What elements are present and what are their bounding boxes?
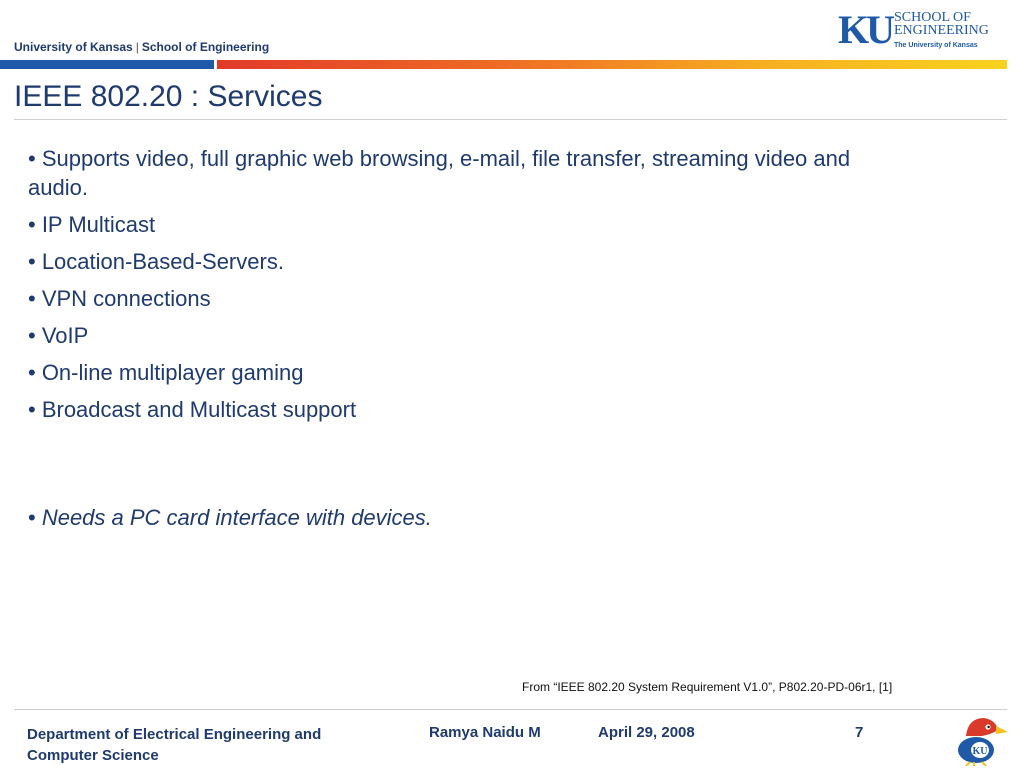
- ku-logo-school: [894, 11, 989, 37]
- citation: From “IEEE 802.20 System Requirement V1.0”, P802.20-PD-06r1, [1]: [522, 680, 893, 694]
- ku-logo-university: The University of Kansas: [894, 42, 978, 49]
- header-bar-gradient: [217, 60, 1007, 69]
- ku-logo-line1: SCHOOL OF: [894, 10, 971, 25]
- bullet-item: • VPN connections: [28, 286, 211, 311]
- bullet-list: [28, 144, 908, 432]
- note-bullet: [28, 505, 432, 531]
- slide-title: IEEE 802.20 : Services: [14, 80, 323, 113]
- bullet-item: • Location-Based-Servers.: [28, 249, 284, 274]
- note-text: Needs a PC card interface with devices.: [41, 505, 432, 530]
- ku-logo-line2: ENGINEERING: [894, 23, 989, 38]
- bullet-item: • Supports video, full graphic web browsing, e-mail, file transfer, streaming video and audio.: [28, 146, 851, 200]
- note-bullet-mark: •: [28, 505, 36, 530]
- header-bar-blue: [0, 60, 214, 69]
- footer-date: April 29, 2008: [598, 724, 695, 741]
- school-name: School of Engineering: [141, 40, 270, 54]
- bullet-item: • VoIP: [28, 323, 89, 348]
- bullet-item: • IP Multicast: [28, 212, 156, 237]
- ku-logo-mark: KU: [838, 7, 892, 52]
- footer-author: Ramya Naidu M: [429, 724, 541, 741]
- header-organization: [14, 40, 269, 54]
- footer-department: Department of Electrical Engineering and Computer Science: [27, 726, 322, 764]
- header-separator: |: [135, 40, 139, 54]
- page-number: 7: [855, 724, 864, 741]
- ku-logo: [838, 7, 1008, 54]
- jayhawk-icon: [952, 712, 1008, 766]
- bullet-item: • On-line multiplayer gaming: [28, 360, 304, 385]
- svg-text:KU: KU: [972, 746, 988, 757]
- footer-divider: [14, 709, 1007, 710]
- university-name: University of Kansas: [14, 40, 133, 54]
- bullet-item: • Broadcast and Multicast support: [28, 397, 357, 422]
- title-divider: [14, 119, 1007, 120]
